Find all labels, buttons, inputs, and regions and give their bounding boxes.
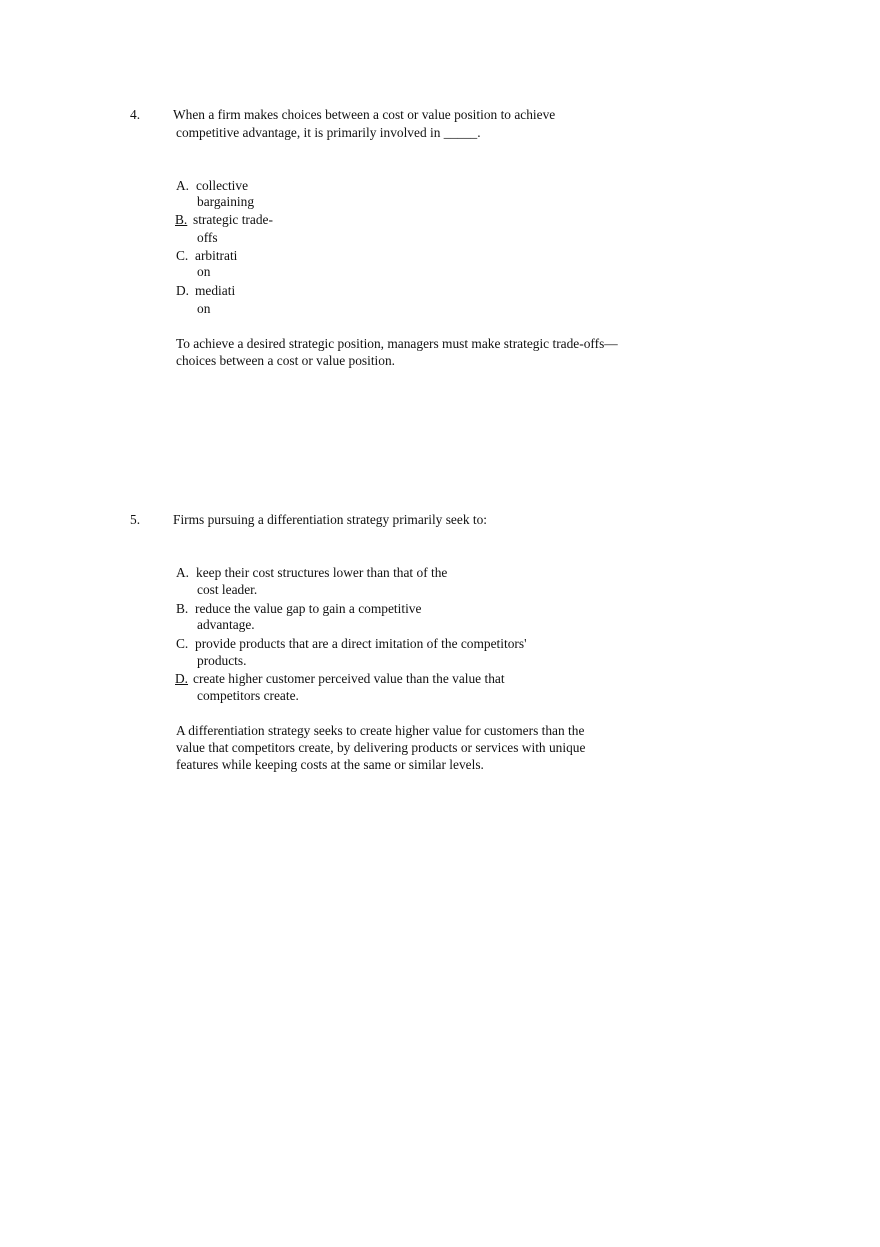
question-stem: When a firm makes choices between a cost or value position to achieve	[173, 107, 556, 122]
question-stem: competitive advantage, it is primarily involved in _____.	[176, 125, 481, 140]
option-text: on	[197, 264, 211, 279]
explanation-line: choices between a cost or value position.	[176, 353, 396, 368]
option-letter: C.	[176, 636, 189, 651]
option-text: on	[197, 301, 211, 316]
option-letter: B.	[176, 601, 189, 616]
option-text: competitors create.	[197, 688, 299, 703]
option-letter: A.	[176, 565, 190, 580]
option-text: bargaining	[197, 194, 255, 209]
option-text: collective	[196, 178, 249, 193]
option-text: create higher customer perceived value than the value that	[193, 671, 505, 686]
explanation-line: A differentiation strategy seeks to create higher value for customers than the	[176, 723, 585, 738]
option-text: reduce the value gap to gain a competitive	[195, 601, 422, 616]
option-letter: C.	[176, 248, 189, 263]
option-text: keep their cost structures lower than that of the	[196, 565, 448, 580]
option-letter: A.	[176, 178, 190, 193]
question-stem: Firms pursuing a differentiation strategy primarily seek to:	[173, 512, 487, 527]
option-text: cost leader.	[197, 582, 258, 597]
question-number: 4.	[130, 107, 141, 122]
option-text: offs	[197, 230, 218, 245]
option-text: strategic trade-	[193, 212, 273, 227]
explanation-line: To achieve a desired strategic position, managers must make strategic trade-offs—	[176, 336, 618, 351]
explanation-line: features while keeping costs at the same or similar levels.	[176, 757, 484, 772]
option-text: arbitrati	[195, 248, 238, 263]
question-number: 5.	[130, 512, 141, 527]
explanation-line: value that competitors create, by delivering products or services with unique	[176, 740, 586, 755]
option-text: provide products that are a direct imitation of the competitors'	[195, 636, 527, 651]
option-letter: D.	[176, 283, 190, 298]
option-text: mediati	[195, 283, 236, 298]
correct-option-letter: D.	[175, 671, 189, 686]
correct-option-letter: B.	[175, 212, 188, 227]
option-text: products.	[197, 653, 247, 668]
option-text: advantage.	[197, 617, 255, 632]
